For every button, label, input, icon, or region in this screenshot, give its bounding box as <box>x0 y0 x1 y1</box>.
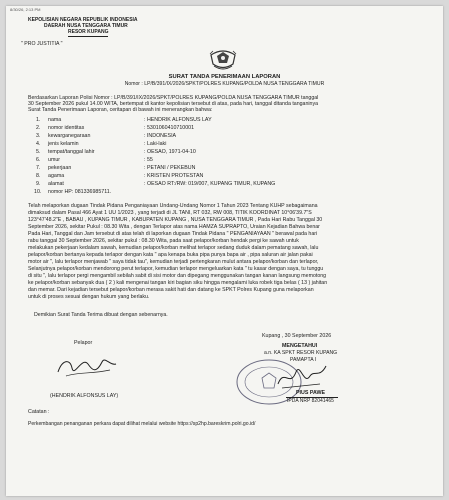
document-number: Nomor : LP/B/391/IX/2026/SPKT/POLRES KUPANG/POLDA NUSA TENGGARA TIMUR <box>124 81 325 87</box>
pelapor-signature <box>52 352 122 386</box>
body-line-14: untuk di proses sesuai dengan hukum yang berlaku. <box>28 294 150 300</box>
officer-name: PIUS PAWE <box>296 390 326 396</box>
field-value-6: : 55 <box>144 157 153 163</box>
field-label-1: nama <box>48 117 62 123</box>
field-no-4: 4. <box>36 141 41 147</box>
body-line-3: 123°47'48.2"E , BABAU , KUPANG TIMUR , KABUPATEN KUPANG , NUSA TENGGARA TIMUR , Pada Hari Rabu Tanggal 30 <box>28 217 323 223</box>
body-line-4: September 2026, sekitar Pukul : 08.30 Wita , dengan Terlapor atas nama HAMZA SUPRAPTO, Uraian Kejadian Bahwa benar <box>28 224 320 230</box>
document-title: SURAT TANDA PENERIMAAN LAPORAN <box>168 74 281 80</box>
document-sheet <box>6 6 443 496</box>
field-label-9: alamat <box>48 181 64 187</box>
field-label-8: agama <box>48 173 65 179</box>
place-date: Kupang , 30 September 2026 <box>262 333 332 339</box>
body-line-11: di situ ", lalu terlapor pergi mengambil sebilah sabit di sisi motor dan dipegang menggunakan tangan kanan langsung memotong <box>28 273 327 279</box>
header-line-2: DAERAH NUSA TENGGARA TIMUR <box>44 23 128 29</box>
field-label-5: tempat/tanggal lahir <box>48 149 95 155</box>
officer-signature <box>270 358 330 394</box>
officer-rank: IPDA NRP 82041465 <box>287 398 334 404</box>
header-line-3: RESOR KUPANG <box>68 29 109 35</box>
field-value-1: : HENDRIK ALFONSUS LAY <box>144 117 212 123</box>
header-line-1: KEPOLISIAN NEGARA REPUBLIK INDONESIA <box>28 17 138 23</box>
body-line-5: Pada Hari, Tanggal dan Jam tersebut di atas telah di laporkan dugaan Tindak Pidana " PENGANIAYAAN " berawal pada hari <box>28 231 318 237</box>
field-label-7: pekerjaan <box>48 165 72 171</box>
field-no-7: 7. <box>36 165 41 171</box>
body-line-2: dimaksud dalam Pasal 466 Ayat 1 UU 1/2023 , yang terjadi di JL TANI, RT 032, RW 008, TITIK KOORDINAT 10°06'39.7"S <box>28 210 312 216</box>
body-line-1: Telah melaporkan dugaan Tindak Pidana Penganiayaan Undang-Undang Nomor 1 Tahun 2023 Tentang KUHP sebagaimana <box>28 203 318 209</box>
body-line-7: melakukan pekerjaan kedalam sawah, kemudian pelapor/korban melihat terlapor sedang duduk dalam pematang sawah, lalu <box>28 245 319 251</box>
field-label-4: jenis kelamin <box>48 141 79 147</box>
officer-role-1: a.n. KA SPKT RESOR KUPANG <box>264 350 338 356</box>
field-value-5: : OESAO, 1971-04-10 <box>144 149 196 155</box>
body-line-13: dan memar. Dari kejadian tersebut pelapor/korban merasa sakit hati dan datang ke SPKT Polres Kupang guna melaporkan <box>28 287 314 293</box>
field-label-6: umur <box>48 157 61 163</box>
pelapor-label: Pelapor <box>74 340 93 346</box>
intro-line-1: Berdasarkan Laporan Polisi Nomor : LP/B/391/IX/2026/SPKT/POLRES KUPANG/POLDA NUSA TENGGARA TIMUR tanggal <box>28 95 319 101</box>
closing-statement: Demikian Surat Tanda Terima dibuat dengan sebenarnya. <box>34 312 168 318</box>
pelapor-name: (HENDRIK ALFONSUS LAY) <box>50 393 119 399</box>
field-value-4: : Laki-laki <box>144 141 167 147</box>
field-no-9: 9. <box>36 181 41 187</box>
body-line-12: ke pelapor/korban sebanyak dua ( 2 ) kali mengenai tangan kiri bagian siku hingga mengalami luka robek tiga belas ( 13 ) jahitan <box>28 280 328 286</box>
field-value-8: : KRISTEN PROTESTAN <box>144 173 204 179</box>
field-value-3: : INDONESIA <box>144 133 177 139</box>
field-no-10: 10. <box>34 189 42 195</box>
intro-line-3: Surat Tanda Penerimaan Laporan, ceritapan di bawah ini menerangkan bahwa: <box>28 107 213 113</box>
intro-line-2: 30 September 2026 pukul 14.00 WITA, bertempat di kantor kepolisian tersebut di atas, pada hari, tanggal ditanda tanganinya <box>28 101 319 107</box>
field-value-7: : PETANI / PEKEBUN <box>144 165 196 171</box>
catatan-text: Perkembangan penanganan perkara dapat dilihat melalui website https://sp2hp.bareskrim.polri.go.id/ <box>28 421 256 427</box>
catatan-label: Catatan : <box>28 409 50 415</box>
field-no-2: 2. <box>36 125 41 131</box>
field-no-1: 1. <box>36 117 41 123</box>
mengetahui-label: MENGETAHUI <box>282 343 318 349</box>
field-no-5: 5. <box>36 149 41 155</box>
body-line-8: pelapor/korban bertanya kepada terlapor dengan kata " apa kenapa buka pipa punya bapa air , pipa saluran air jalan pakai <box>28 252 313 258</box>
police-emblem-icon <box>208 46 238 72</box>
field-value-9: : OESAO RT:/RW: 019/007, KUPANG TIMUR, KUPANG <box>144 181 276 187</box>
officer-role-2: PAMAPTA I <box>290 357 317 363</box>
field-label-2: nomor identitas <box>48 125 85 131</box>
field-label-10: nomor HP: 081336985711. <box>48 189 112 195</box>
body-line-10: Selanjutnya pelapor/korban mendorong perut terlapor, kemudian terlapor mengeluarkan kata " tu kasar dengan saya, tu tunggu <box>28 266 324 272</box>
field-no-3: 3. <box>36 133 41 139</box>
print-timestamp: 8/30/26, 2:13 PM <box>10 7 41 12</box>
pro-justitia: " PRO JUSTITIA " <box>21 41 63 47</box>
body-line-6: rabu tanggal 30 September 2026, sekitar pukul : 08.30 Wita, pada saat pelapor/korban hendak pergi ke sawah untuk <box>28 238 299 244</box>
field-value-2: : 5301060410710001 <box>144 125 195 131</box>
field-no-8: 8. <box>36 173 41 179</box>
body-line-9: motor air ", lalu terlapor menjawab " saya tidak tau", kemudian terjadi pertengkaran mulut antara pelapor/korban dan terlapor, <box>28 259 319 265</box>
field-label-3: kewarganegaraan <box>48 133 91 139</box>
field-no-6: 6. <box>36 157 41 163</box>
